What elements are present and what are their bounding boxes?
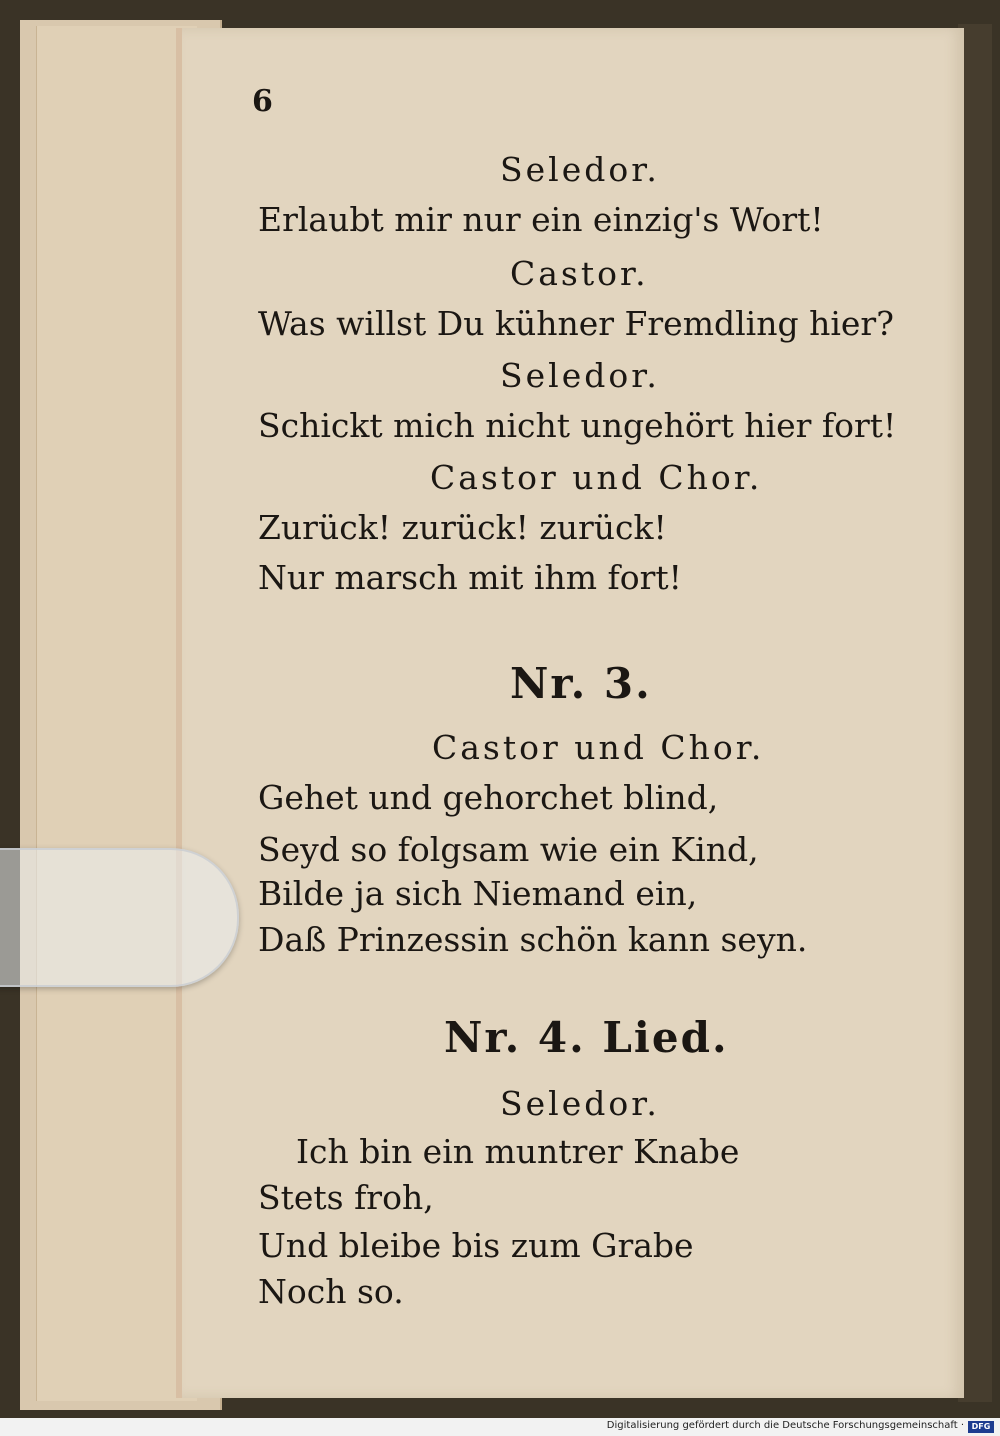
speaker-label: Seledor. — [500, 356, 660, 395]
section-heading: Nr. 3. — [510, 659, 652, 708]
text-line: Und bleibe bis zum Grabe — [258, 1226, 694, 1265]
text-line: Zurück! zurück! zurück! — [258, 508, 667, 547]
text-line: Daß Prinzessin schön kann seyn. — [258, 920, 808, 959]
credit-text: Digitalisierung gefördert durch die Deutsche Forschungsgemeinschaft · — [606, 1420, 964, 1431]
text-line: Seyd so folgsam wie ein Kind, — [258, 830, 759, 869]
text-line: Ich bin ein muntrer Knabe — [296, 1132, 740, 1171]
plastic-clip — [0, 848, 239, 987]
text-line: Gehet und gehorchet blind, — [258, 778, 719, 817]
speaker-label: Seledor. — [500, 150, 660, 189]
underlying-page-edge — [36, 26, 197, 1401]
text-line: Schickt mich nicht ungehört hier fort! — [258, 406, 897, 445]
text-line: Stets froh, — [258, 1178, 434, 1217]
text-line: Nur marsch mit ihm fort! — [258, 558, 682, 597]
text-line: Bilde ja sich Niemand ein, — [258, 874, 698, 913]
page-number: 6 — [252, 84, 273, 119]
dfg-logo: DFG — [968, 1421, 994, 1433]
section-heading: Nr. 4. Lied. — [444, 1013, 729, 1062]
text-line: Erlaubt mir nur ein einzig's Wort! — [258, 200, 824, 239]
speaker-label: Castor und Chor. — [430, 458, 763, 497]
footer-bar — [0, 1418, 1000, 1436]
text-line: Noch so. — [258, 1272, 404, 1311]
text-line: Was willst Du kühner Fremdling hier? — [258, 304, 894, 343]
speaker-label: Castor. — [510, 254, 649, 293]
speaker-label: Seledor. — [500, 1084, 660, 1123]
speaker-label: Castor und Chor. — [432, 728, 765, 767]
